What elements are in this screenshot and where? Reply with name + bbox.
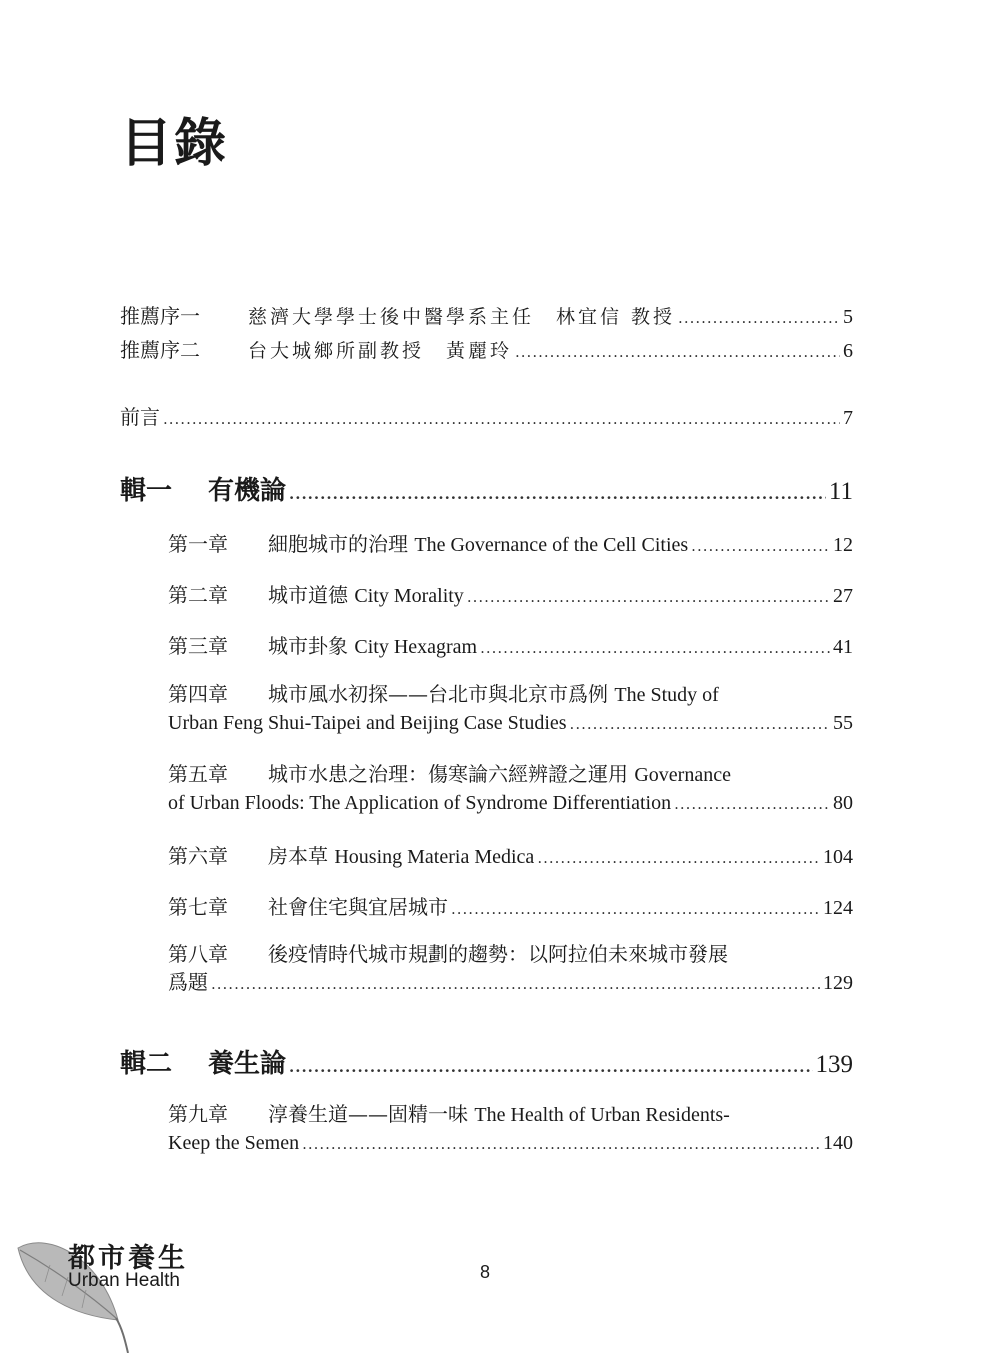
chapter-label: 第一章: [168, 532, 228, 556]
page-ref: 80: [833, 792, 853, 814]
page-ref: 104: [823, 846, 853, 868]
toc-entry-chapter-1[interactable]: [168, 528, 853, 557]
page-ref: 12: [833, 534, 853, 556]
leader-dots: [163, 410, 840, 428]
entry-title: 台大城鄉所副教授 黃麗玲: [248, 340, 513, 362]
chapter-title-zh: 後疫情時代城市規劃的趨勢：以阿拉伯未來城市發展: [268, 942, 728, 966]
part-label: 輯一: [120, 476, 173, 506]
chapter-title-en: The Study of: [614, 684, 719, 706]
page-ref: 139: [815, 1051, 853, 1078]
chapter-title-zh: 城市水患之治理：傷寒論六經辨證之運用: [268, 762, 628, 786]
page-ref: 41: [833, 636, 853, 658]
leader-dots: [302, 1130, 820, 1158]
chapter-title-en-cont: Urban Feng Shui-Taipei and Beijing Case Studies: [168, 712, 567, 734]
chapter-label: 第九章: [168, 1102, 228, 1126]
toc-part-1[interactable]: [120, 470, 853, 507]
leader-dots: [467, 588, 830, 606]
page-number: 8: [480, 1262, 491, 1282]
toc-entry-chapter-4[interactable]: [168, 680, 853, 738]
page-ref: 129: [823, 972, 853, 994]
brand-title-zh: 都市養生: [68, 1243, 188, 1274]
chapter-title-zh: 社會住宅與宜居城市: [268, 895, 448, 919]
leader-dots: [211, 970, 820, 998]
chapter-title-zh: 淳養生道——固精一味: [268, 1102, 468, 1126]
toc-part-2[interactable]: [120, 1043, 853, 1080]
page-ref: 124: [823, 897, 853, 919]
leader-dots: [289, 485, 826, 503]
chapter-title-en: City Morality: [354, 585, 464, 607]
leader-dots: [515, 343, 840, 361]
part-title: 養生論: [208, 1049, 287, 1079]
chapter-title-en: Governance: [634, 764, 731, 786]
leader-dots: [678, 309, 840, 327]
toc-entry-chapter-9[interactable]: [168, 1100, 853, 1158]
page-ref: 140: [823, 1132, 853, 1154]
leader-dots: [451, 900, 820, 918]
leader-dots: [691, 537, 830, 555]
brand-title-en: Urban Health: [68, 1270, 180, 1291]
toc-entry-chapter-3[interactable]: [168, 630, 853, 659]
page-title: 目錄: [120, 113, 229, 174]
chapter-title-zh: 城市風水初探——台北市與北京市爲例: [268, 682, 608, 706]
chapter-title-zh: 城市道德: [268, 583, 348, 607]
chapter-label: 第二章: [168, 583, 228, 607]
leader-dots: [289, 1058, 812, 1076]
page-ref: 55: [833, 712, 853, 734]
chapter-title-en-cont: Keep the Semen: [168, 1132, 300, 1154]
chapter-label: 第八章: [168, 942, 228, 966]
chapter-title-en: Housing Materia Medica: [334, 846, 535, 868]
entry-label: 推薦序一: [120, 304, 200, 328]
toc-entry-preface-1[interactable]: [120, 300, 853, 329]
chapter-title-zh: 細胞城市的治理: [268, 532, 408, 556]
chapter-title-en: The Governance of the Cell Cities: [414, 534, 689, 556]
chapter-title-zh: 房本草: [268, 844, 328, 868]
chapter-label: 第五章: [168, 762, 228, 786]
part-label: 輯二: [120, 1049, 173, 1079]
chapter-label: 第四章: [168, 682, 228, 706]
chapter-title-en-cont: of Urban Floods: The Application of Syndrome Differentiation: [168, 792, 672, 814]
chapter-title-zh-cont: 爲題: [168, 970, 208, 994]
chapter-title-en: The Health of Urban Residents-: [474, 1104, 730, 1126]
entry-label: 推薦序二: [120, 338, 200, 362]
entry-label: 前言: [120, 405, 160, 429]
toc-entry-chapter-5[interactable]: [168, 760, 853, 818]
toc-entry-preface-2[interactable]: [120, 334, 853, 363]
page-ref: 6: [843, 340, 853, 362]
leader-dots: [674, 790, 830, 818]
entry-title: 慈濟大學學士後中醫學系主任 林宜信 教授: [248, 306, 676, 328]
page-ref: 7: [843, 407, 853, 429]
part-title: 有機論: [208, 476, 287, 506]
toc-entry-foreword[interactable]: [120, 401, 853, 430]
toc-entry-chapter-7[interactable]: [168, 891, 853, 920]
toc-entry-chapter-8[interactable]: [168, 940, 853, 998]
toc-entry-chapter-6[interactable]: [168, 840, 853, 869]
toc-entry-chapter-2[interactable]: [168, 579, 853, 608]
chapter-label: 第六章: [168, 844, 228, 868]
page-ref: 11: [828, 478, 853, 505]
page-ref: 27: [833, 585, 853, 607]
leader-dots: [570, 710, 830, 738]
chapter-label: 第三章: [168, 634, 228, 658]
leader-dots: [480, 639, 830, 657]
page-ref: 5: [843, 306, 853, 328]
chapter-label: 第七章: [168, 895, 228, 919]
chapter-title-en: City Hexagram: [354, 636, 478, 658]
leader-dots: [537, 849, 820, 867]
chapter-title-zh: 城市卦象: [268, 634, 348, 658]
